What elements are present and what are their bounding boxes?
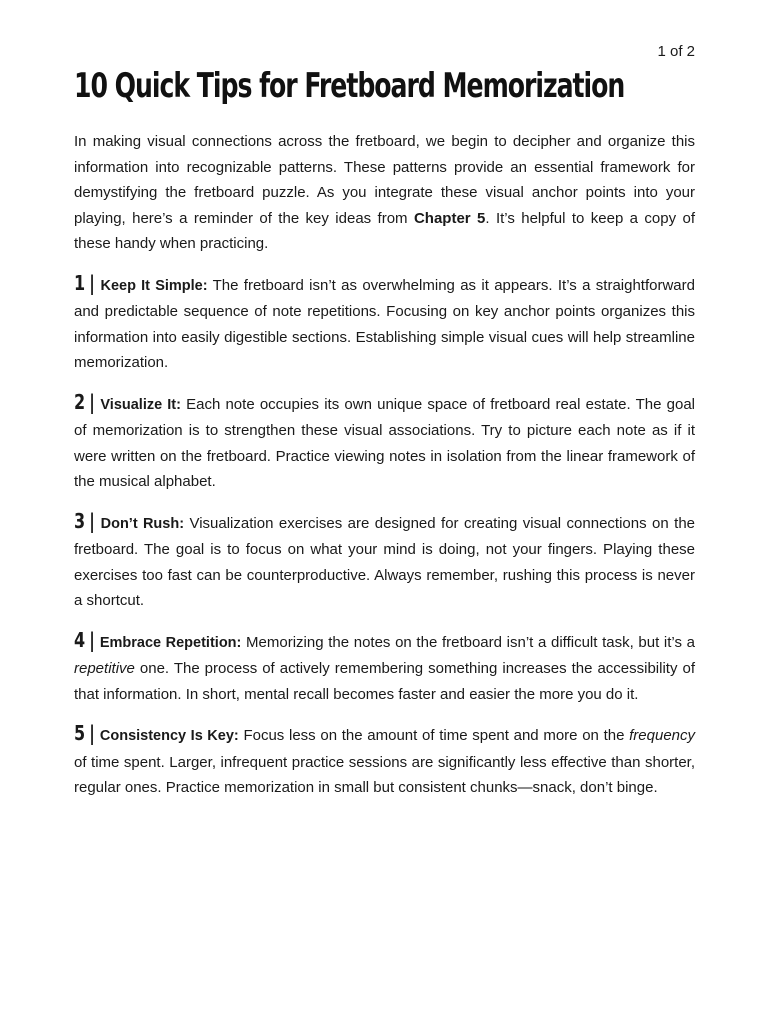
tip-2-number: 2 | xyxy=(74,389,95,414)
tip-4-label: Embrace Repetition: xyxy=(99,634,242,651)
page-number: 1 of 2 xyxy=(657,43,695,60)
tip-5 xyxy=(74,723,695,801)
tip-1-text: The fretboard isn’t as overwhelming as it appears. It’s a straightforward and predictable sequence of note repetitions. Focusing on key anchor points organizes this information into easily digestible sections. Establishing simple visual cues will help streamline memorization. xyxy=(74,276,695,371)
tip-4-text-start: Memorizing the notes on the fretboard isn’t a difficult task, but it’s a xyxy=(241,633,695,651)
intro-bold-chapter: Chapter 5 xyxy=(413,209,486,227)
tip-4-number: 4 | xyxy=(74,627,95,652)
tip-2-label: Visualize It: xyxy=(100,396,181,413)
document-body xyxy=(74,129,695,817)
tip-5-text-start: Focus less on the amount of time spent and more on the xyxy=(238,727,630,744)
intro-paragraph xyxy=(74,129,695,257)
tip-4-italic: repetitive xyxy=(74,660,135,677)
tip-3-text: Visualization exercises are designed for creating visual connections on the fretboard. The goal is to focus on what your mind is doing, not your fingers. Playing these exercises too fast can be counterproductive. Always remember, rushing this process is never a shortcut. xyxy=(74,514,695,609)
tip-5-text-end: of time spent. Larger, infrequent practice sessions are significantly less effective than shorter, regular ones. Practice memorization in small but consistent chunks—snack, don’t binge. xyxy=(74,753,695,796)
tip-5-number: 5 | xyxy=(74,721,95,745)
tip-4-text-end: one. The process of actively remembering something increases the accessibility of that information. In short, mental recall becomes faster and easier the more you do it. xyxy=(74,660,695,703)
page-title: 10 Quick Tips for Fretboard Memorization xyxy=(74,66,625,106)
tip-2-text: Each note occupies its own unique space of fretboard real estate. The goal of memorization is to strengthen these visual associations. Try to picture each note as if it were written on the fretboard. Practice viewing notes in isolation from the linear framework of the musical alphabet. xyxy=(74,395,695,490)
tip-1-label: Keep It Simple: xyxy=(100,277,208,294)
tip-3-label: Don’t Rush: xyxy=(100,515,185,532)
tip-5-italic: frequency xyxy=(629,727,695,744)
intro-text-start: In making visual connections across the fretboard, we begin to decipher and organize this information into recognizable patterns. These patterns provide an essential framework for demystifying the fretboard puzzle. As you integrate these visual anchor points into your playing, here’s a reminder of the key ideas from xyxy=(74,133,695,227)
tip-3 xyxy=(74,508,695,614)
intro-text-end: . It’s helpful to keep a copy of these handy when practicing. xyxy=(74,209,696,252)
tip-1 xyxy=(74,270,695,376)
tip-1-number: 1 | xyxy=(74,270,95,295)
tip-2 xyxy=(74,389,695,495)
tip-4 xyxy=(74,627,695,708)
tip-3-number: 3 | xyxy=(74,508,95,533)
tip-5-label: Consistency Is Key: xyxy=(99,728,239,744)
